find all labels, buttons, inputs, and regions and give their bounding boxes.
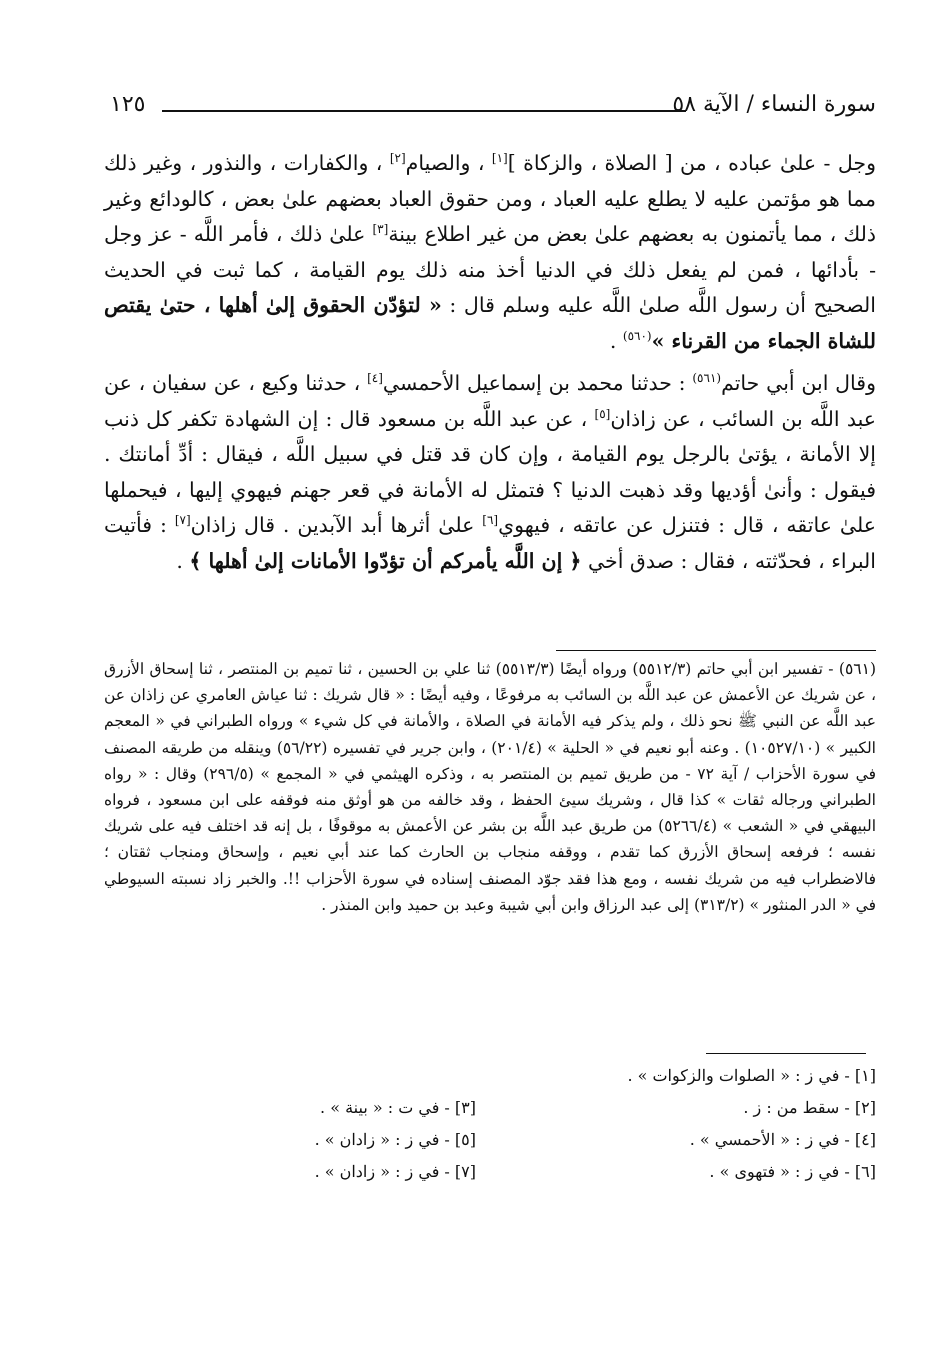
variant-row [104, 1066, 876, 1098]
variant-note-5: [٥] - في ز : « زادان » . [314, 1130, 476, 1149]
footnote-separator [556, 650, 876, 651]
footnote-561: (٥٦١) - تفسير ابن أبي حاتم (٥٥١٢/٣) ورواه أيضًا (٥٥١٣/٣) ثنا علي بن الحسين ، ثنا تميم بن المنتصر ، ثنا إسحاق الأزرق ، عن شريك عن الأعمش عن عبد اللَّه بن السائب به مرفوعًا ، وفيه أيضًا : « قال شريك : ثنا عياش العامري عن زاذان عن عبد اللَّه عن النبي ﷺ نحو ذلك ، ولم يذكر فيه الأمانة في الصلاة ، والأمانة في كل شيء » ورواه الطبراني في « المعجم الكبير » (١٠٥٢٧/١٠) . وعنه أبو نعيم في « الحلية » (٢٠١/٤) ، وابن جرير في تفسيره (٥٦/٢٢) وينقله من طريقه المصنف في سورة الأحزاب / آية ٧٢ - من طريق تميم بن المنتصر به ، وذكره الهيثمي في « المجمع » (٢٩٦/٥) وقال : « رواه الطبراني ورجاله ثقات » كذا قال ، وشريك سيئ الحفظ ، وقد خالفه من هو أوثق منه فوقفه على ابن مسعود ، فرواه البيهقي في « الشعب » (٥٢٦٦/٤) من طريق عبد اللَّه بن بشر عن الأعمش به موقوفًا ، بل إنه قد اختلف فيه على شريك نفسه ؛ فرفعه إسحاق الأزرق كما تقدم ، ووقفه منجاب بن الحارث كما عند أبي نعيم ، وإسحاق ومنجاب ثقتان ؛ فالاضطراب فيه من شريك نفسه ، ومع هذا فقد جوّد المصنف إسناده في سورة الأحزاب !!. والخبر زاد نسبته السيوطي في « الدر المنثور » (٣١٣/٢) إلى عبد الرزاق وابن أبي شيبة وعبد بن حميد وابن المنذر . [104, 660, 877, 914]
text-run: علىٰ أثرها أبد الآبدين . قال زاذان [190, 513, 483, 537]
hadith-quote: « لتؤدّن الحقوق إلىٰ أهلها ، حتىٰ يقتص للشاة الجماء من القرناء » [104, 293, 876, 353]
body-paragraph-1 [104, 146, 876, 359]
page-number: ١٢٥ [110, 92, 146, 117]
variant-row [104, 1162, 876, 1194]
footnote-ref-560: (٥٦٠) [622, 328, 652, 343]
variant-row [104, 1130, 876, 1162]
variant-note-6: [٦] - في ز : « فتهوى » . [709, 1162, 876, 1181]
variant-marker-5: [٥] [594, 406, 611, 421]
header-rule [162, 110, 686, 112]
text-run: وقال ابن أبي حاتم [721, 371, 876, 395]
body-paragraph-2 [104, 366, 876, 579]
variant-note-3: [٣] - في ت : « بينة » . [320, 1098, 476, 1117]
variant-marker-3: [٣] [372, 222, 389, 237]
text-run: . [609, 328, 623, 353]
text-run: ، والكفارات ، والنذور ، وغير ذلك مما هو مؤتمن عليه لا يطلع عليه العباد ، ومن حقوق العباد بعضهم علىٰ بعض ، كالودائع وغير ذلك ، مما يأتمنون به بعضهم علىٰ بعض من غير اطلاع بينة [104, 151, 876, 246]
text-run: : حدثنا محمد بن إسماعيل الأحمسي [382, 371, 693, 395]
variant-note-1: [١] - في ز : « الصلوات والزكوات » . [627, 1066, 876, 1085]
surah-verse-title: سورة النساء / الآية ٥٨ [672, 92, 876, 117]
text-run: : فأتيت البراء ، فحدّثته ، فقال : صدق أخي [104, 513, 876, 573]
text-run: علىٰ ذلك ، فأمر اللَّه - عز وجل - بأدائها ، فمن لم يفعل ذلك في الدنيا أخذ منه ذلك يوم القيامة ، كما ثبت في الحديث الصحيح أن رسول اللَّه صلىٰ اللَّه عليه وسلم قال : [104, 222, 876, 317]
text-run: ، والصيام [405, 151, 492, 175]
variant-marker-6: [٦] [482, 513, 499, 528]
variant-note-2: [٢] - سقط من : ز . [743, 1098, 876, 1117]
quran-quote: ﴿ إن اللَّه يأمركم أن تؤدّوا الأمانات إلىٰ أهلها ﴾ [189, 548, 582, 573]
text-run: ، حدثنا وكيع ، عن سفيان ، عن عبد اللَّه بن السائب ، عن زاذان [104, 371, 876, 431]
text-run: ، عن عبد اللَّه بن مسعود قال : إن الشهادة تكفر كل ذنب إلا الأمانة ، يؤتىٰ بالرجل يوم القيامة ، وإن كان قد قتل في سبيل اللَّه ، فيقال : أدِّ أمانتك . فيقول : وأنىٰ أؤديها وقد ذهبت الدنيا ؟ فتمثل له الأمانة في قعر جهنم فيهوي إليها ، فيحملها علىٰ عاتقه ، قال : فتنزل عن عاتقه ، فيهوي [104, 406, 876, 537]
variant-marker-7: [٧] [174, 513, 191, 528]
text-run: . [176, 548, 190, 573]
variants-separator [706, 1053, 866, 1054]
variant-note-4: [٤] - في ز : « الأحمسي » . [689, 1130, 876, 1149]
variant-marker-1: [١] [491, 151, 508, 166]
footnote-ref-561: (٥٦١) [692, 371, 722, 386]
running-header [100, 88, 876, 128]
variant-marker-2: [٢] [389, 151, 406, 166]
variant-notes [104, 1066, 876, 1194]
variant-marker-4: [٤] [367, 371, 383, 386]
text-run: وجل - علىٰ عباده ، من [ الصلاة ، والزكاة ] [507, 151, 877, 175]
variant-note-7: [٧] - في ز : « زادان » . [314, 1162, 476, 1181]
variant-row [104, 1098, 876, 1130]
